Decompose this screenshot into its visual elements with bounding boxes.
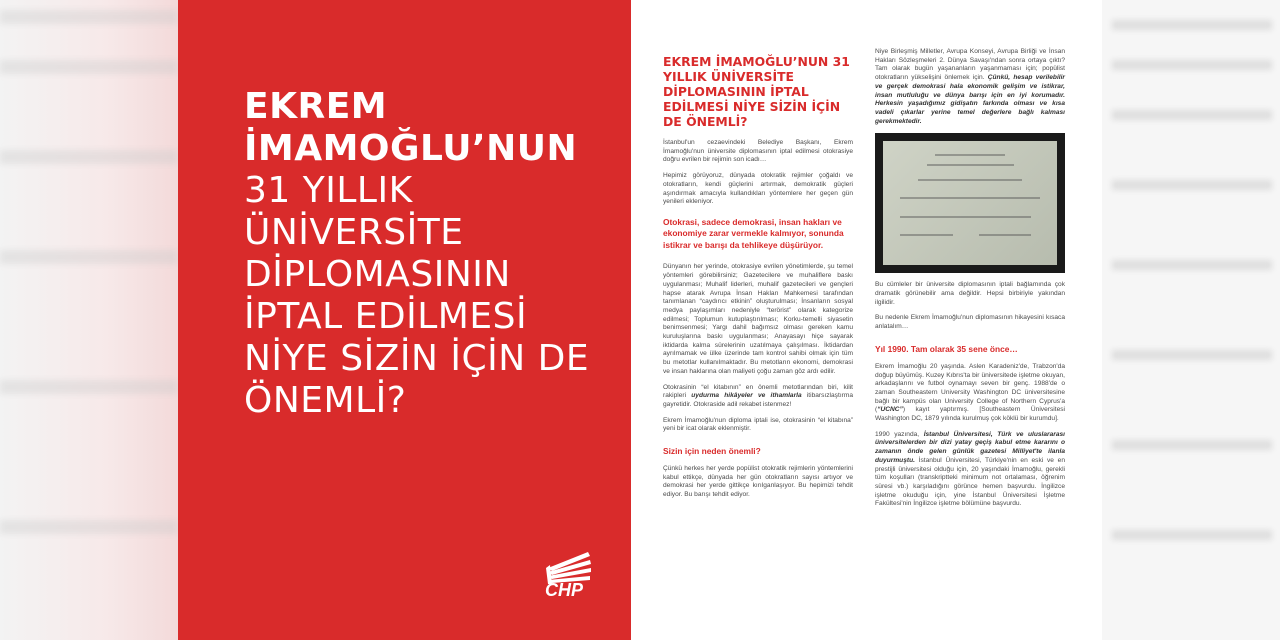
paragraph [875,431,1065,509]
emphasized-text: İstanbul Üniversitesi, Türk ve uluslararası üniversitelerden bir dizi yatay geçiş kabul etme kararını o zamanın önde gelen günlük gazetesi Milliyet'te ilanla duyurmuştu. [875,430,1065,464]
blurred-text-line [0,520,178,534]
paragraph: Bu cümleler bir üniversite diplomasının iptali bağlamında çok dramatik görünebilir ama değildir. Hepsi birbiriyle yakından ilgilidir. [875,281,1065,306]
blurred-text-line [1112,20,1272,30]
blurred-text-line [0,150,178,164]
diploma-line [900,197,1039,199]
paragraph: Dünyanın her yerinde, otokrasiye evrilen yönetimlerde, şu temel yöntemleri görebilirsiniz; Gazetecilere ve muhaliflere baskı uygulanması; Muhalif liderleri, muhalif gazetecileri ve gençleri hapse atarak Avrupa İnsan Hakları Mahkemesi tarafından tanımlanan “caydırıcı etkinin” oluşturulması; İnsanların sosyal medya paylaşımları nedeniyle “terörist” olarak kategorize edilmesi; Toplumun kutuplaştırılması; Korku-temelli siyasetin benimsenmesi; Yargı dahil bağımsız olması gereken kamu kuruluşlarına baskı uygulanması; Anayasayı hiçe sayarak iktidarda kalma sürelerinin uzatılmaya çalışılması. İktidardan ayrılmamak ve ülke üzerinde tam kontrol sahibi olmak için tüm bu metotlar kullanılmaktadır. Bu metotların ekonomi, demokrasi ve insan haklarına olan maliyeti çoğu zaman göz ardı edilir. [663,263,853,375]
diploma-line [900,234,952,236]
paragraph: Ekrem İmamoğlu'nun diploma iptali ise, otokrasinin “el kitabına” yeni bir icat olarak eklenmiştir. [663,416,853,433]
paragraph: Hepimiz görüyoruz, dünyada otokratik rejimler çoğaldı ve otokratların, kendi güçlerini artırmak, demokratik güçleri aşındırmak amacıyla kullandıkları yöntemlere her geçen gün yenileri ekleniyor. [663,172,853,206]
blurred-text-line [1112,60,1272,70]
blurred-text-line [1112,350,1272,360]
paragraph [663,384,853,410]
paragraph: Çünkü herkes her yerde popülist otokratik rejimlerin yöntemlerini kabul ettikçe, dünyada her gün otokratların sayısı artıyor ve demokrasi her yerde gittikçe kırılganlaşıyor. Bu hepimizi tehdit ediyor. Bu barışı tehdit ediyor. [663,465,853,499]
diploma-line [979,234,1031,236]
diploma-paper [883,141,1057,265]
blurred-text-line [0,60,178,74]
background-left-page [0,0,178,640]
page-title [244,86,614,422]
text-run: itibarsızlaştırma gayretidir. Otokraside adil rekabet istenmez! [663,392,854,408]
title-line: İPTAL EDİLMESİ [244,296,528,337]
text-run: ) kayıt yaptırmış. [Southeastern Üniversitesi Washington DC, 1879 yılında kurulmuş çok köklü bir kurumdu]. [875,406,1065,423]
subheading: Yıl 1990. Tam olarak 35 sene önce… [875,343,1018,354]
title-line: EKREM [244,86,388,127]
text-run: İstanbul Üniversitesi, Türkiye'nin en eski ve en prestijli üniversitesi olduğu için, 20 yaşındaki İmamoğlu, gerekli tüm koşulları (transkriptteki minimum not ortalaması, öğrenim süresi vb.) karşıladığını görünce hemen başvurdu. İngilizce işletme okuduğu için, yine İstanbul Üniversitesi İşletme Fakültesi'nin İngilizce işletme bölümüne başvurdu. [875,456,1065,508]
blurred-text-line [1112,260,1272,270]
text-run: Otokrasinin “el kitabının” en önemli metotlarından biri, kilit rakipleri [663,383,853,400]
blurred-text-line [0,10,178,24]
subheading: Sizin için neden önemli? [663,446,761,457]
emphasized-text: uydurma hikâyeler ve ithamlarla [691,392,802,400]
chp-logo-text: CHP [545,580,584,600]
title-line: 31 YILLIK [244,170,413,211]
title-line: NİYE SİZİN İÇİN DE [244,338,590,379]
title-line: ÖNEMLİ? [244,380,407,421]
paragraph [875,363,1065,424]
title-line: ÜNİVERSİTE [244,212,464,253]
blurred-text-line [0,380,178,394]
article-heading: EKREM İMAMOĞLU’NUN 31 YILLIK ÜNİVERSİTE DİPLOMASININ İPTAL EDİLMESİ NİYE SİZİN İÇİN DE ÖNEMLİ? [663,54,850,129]
blurred-text-line [1112,180,1272,190]
paragraph: Bu nedenle Ekrem İmamoğlu'nun diplomasının hikayesini kısaca anlatalım… [875,314,1065,331]
pull-quote: Otokrasi, sadece demokrasi, insan hakları ve ekonomiye zarar vermekle kalmıyor, sonunda istikrar ve barışı da tehlikeye düşürüyor. [663,216,844,250]
emphasized-text: Çünkü, hesap verilebilir ve gerçek demokrasi hala ekonomik gelişim ve istikrar, insan mutluluğu ve dünya barışı için en iyi korumadır. Herkesin yaşadığımız gidişatın farkında olması ve kısa vadeli çıkarlar yerine temel değerlere bağlı kalması gerekmektedir. [875,74,1066,125]
diploma-line [935,154,1005,156]
title-line: DİPLOMASININ [244,254,511,295]
diploma-line [900,216,1031,218]
emphasized-text: “UCNC” [877,406,903,414]
blurred-text-line [0,250,178,264]
background-right-page [1102,0,1280,640]
blurred-text-line [1112,110,1272,120]
text-run: Ekrem İmamoğlu 20 yaşında. Aslen Karadeniz'de, Trabzon'da doğup büyümüş. Kuzey Kıbrıs'ta bir üniversitede işletme okuyan, arkadaşlarını ve futbol oynamayı seven bir genç. 1988'de o zaman Southeastern University Washington DC üniversitesine bağlı bir kampüs olan University College of Northern Cyprus'a ( [875,362,1065,414]
paragraph: İstanbul'un cezaevindeki Belediye Başkanı, Ekrem İmamoğlu'nun üniversite diplomasının iptal edilmesi otokrasiye doğru evrilen bir rejimin son icadı… [663,139,853,164]
blurred-text-line [1112,530,1272,540]
article-column-left [663,54,853,507]
diploma-line [927,164,1014,166]
diploma-line [918,179,1022,181]
title-line: İMAMOĞLU’NUN [244,128,578,169]
blurred-text-line [1112,440,1272,450]
text-run: Niye Birleşmiş Milletler, Avrupa Konseyi, Avrupa Birliği ve İnsan Hakları Sözleşmeleri 2. Dünya Savaşı'ndan sonra ortaya çıktı? Tam olarak bugün yaşananların yaşanmaması için; popülist otokratların yükselişini önlemek için. [875,48,1065,82]
article-page [631,0,1102,640]
cover-page [178,0,631,640]
text-run: 1990 yazında, [875,430,924,438]
article-column-right [875,48,1065,516]
diploma-photo [875,133,1065,273]
paragraph [875,48,1065,126]
